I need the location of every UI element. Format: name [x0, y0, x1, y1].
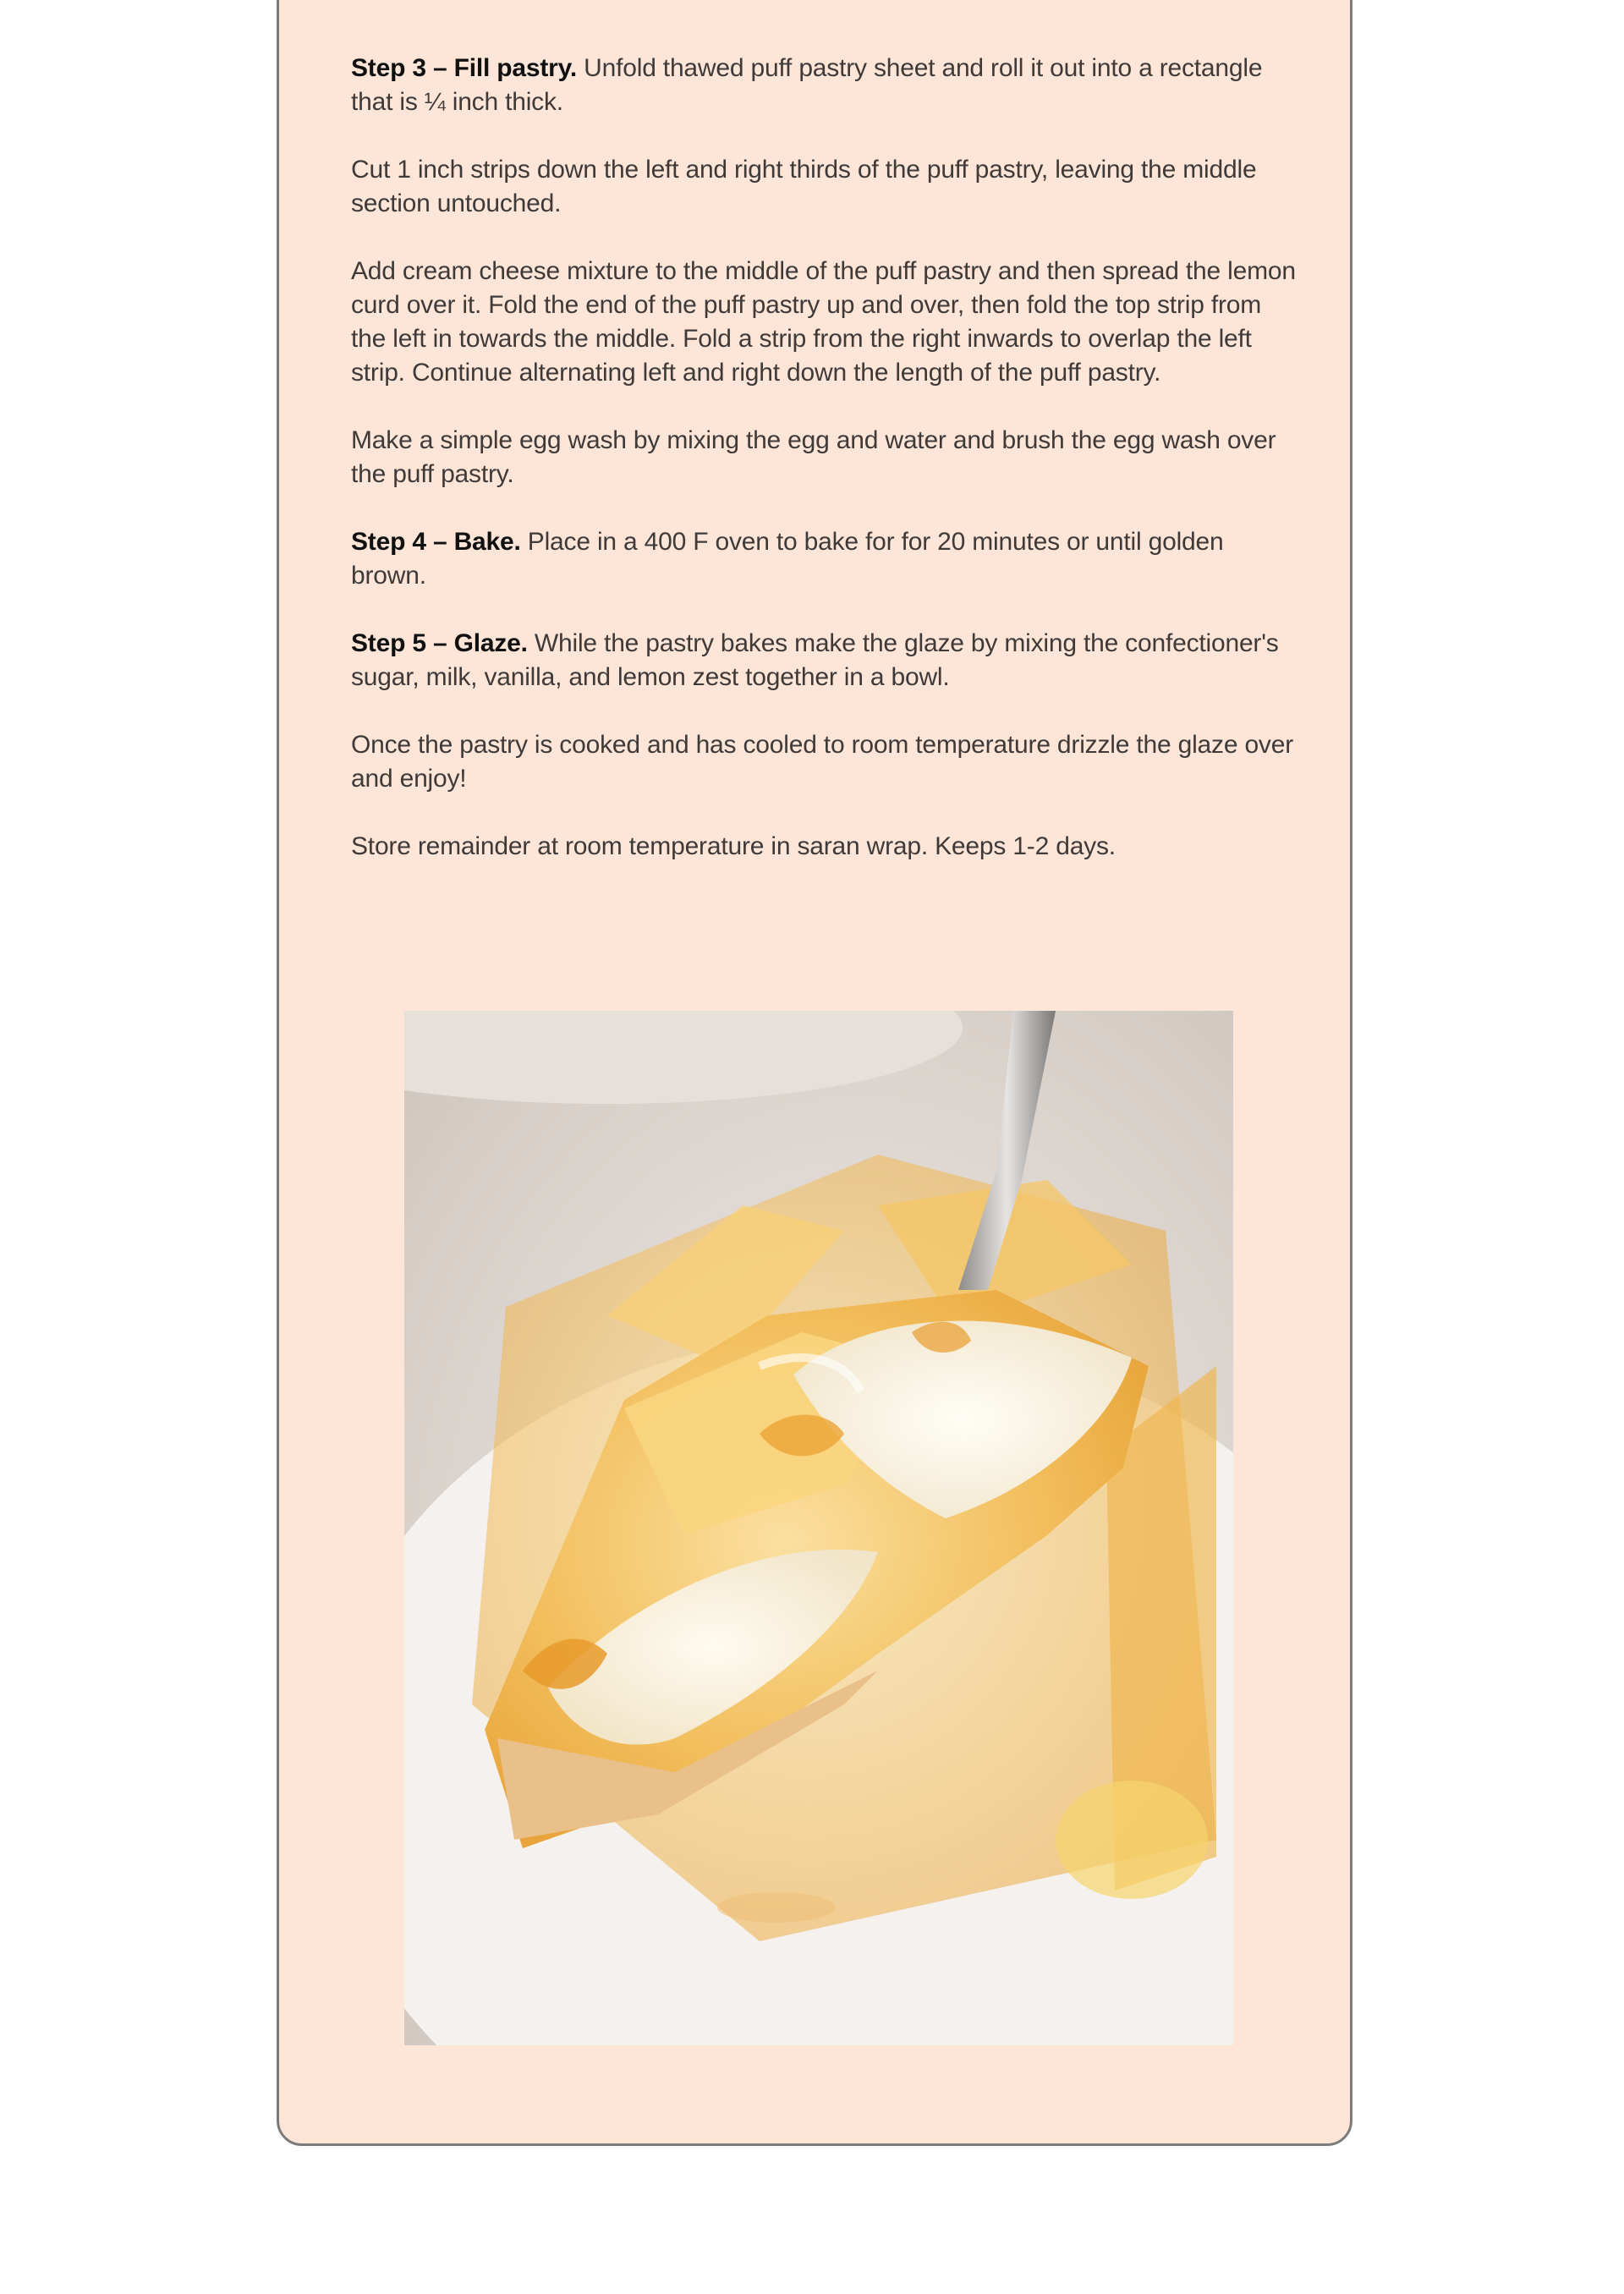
step-3-text: Unfold thawed puff pastry sheet and roll it out into a rectangle that is ¼ inch thick.	[351, 54, 1263, 116]
step-4-paragraph	[351, 525, 1298, 593]
food-photo	[404, 1011, 1233, 2045]
fill-and-fold-paragraph: Add cream cheese mixture to the middle of the puff pastry and then spread the lemon curd over it. Fold the end of the puff pastry up and over, then fold the top strip from the left in towards the middle. Fold a strip from the right inwards to overlap the left strip. Continue alternating left and right down the length of the puff pastry.	[351, 257, 1296, 387]
step-4-text: Place in a 400 F oven to bake for for 20 minutes or until golden brown.	[351, 528, 1224, 590]
step-5-text: While the pastry bakes make the glaze by mixing the confectioner's sugar, milk, vanilla, and lemon zest together in a bowl.	[351, 629, 1279, 691]
recipe-instructions	[351, 52, 1298, 897]
recipe-card	[277, 0, 1352, 2146]
step-3-paragraph	[351, 52, 1298, 119]
food-photo-icon	[404, 1011, 1233, 2045]
cut-strips-paragraph: Cut 1 inch strips down the left and right thirds of the puff pastry, leaving the middle section untouched.	[351, 156, 1257, 217]
step-5-paragraph	[351, 627, 1298, 694]
step-3-label: Step 3 – Fill pastry.	[351, 54, 578, 82]
storage-paragraph: Store remainder at room temperature in saran wrap. Keeps 1-2 days.	[351, 832, 1116, 860]
drizzle-paragraph: Once the pastry is cooked and has cooled to room temperature drizzle the glaze over and enjoy!	[351, 731, 1294, 793]
step-5-label: Step 5 – Glaze.	[351, 629, 528, 657]
egg-wash-paragraph: Make a simple egg wash by mixing the egg and water and brush the egg wash over the puff pastry.	[351, 426, 1276, 488]
step-4-label: Step 4 – Bake.	[351, 528, 521, 556]
